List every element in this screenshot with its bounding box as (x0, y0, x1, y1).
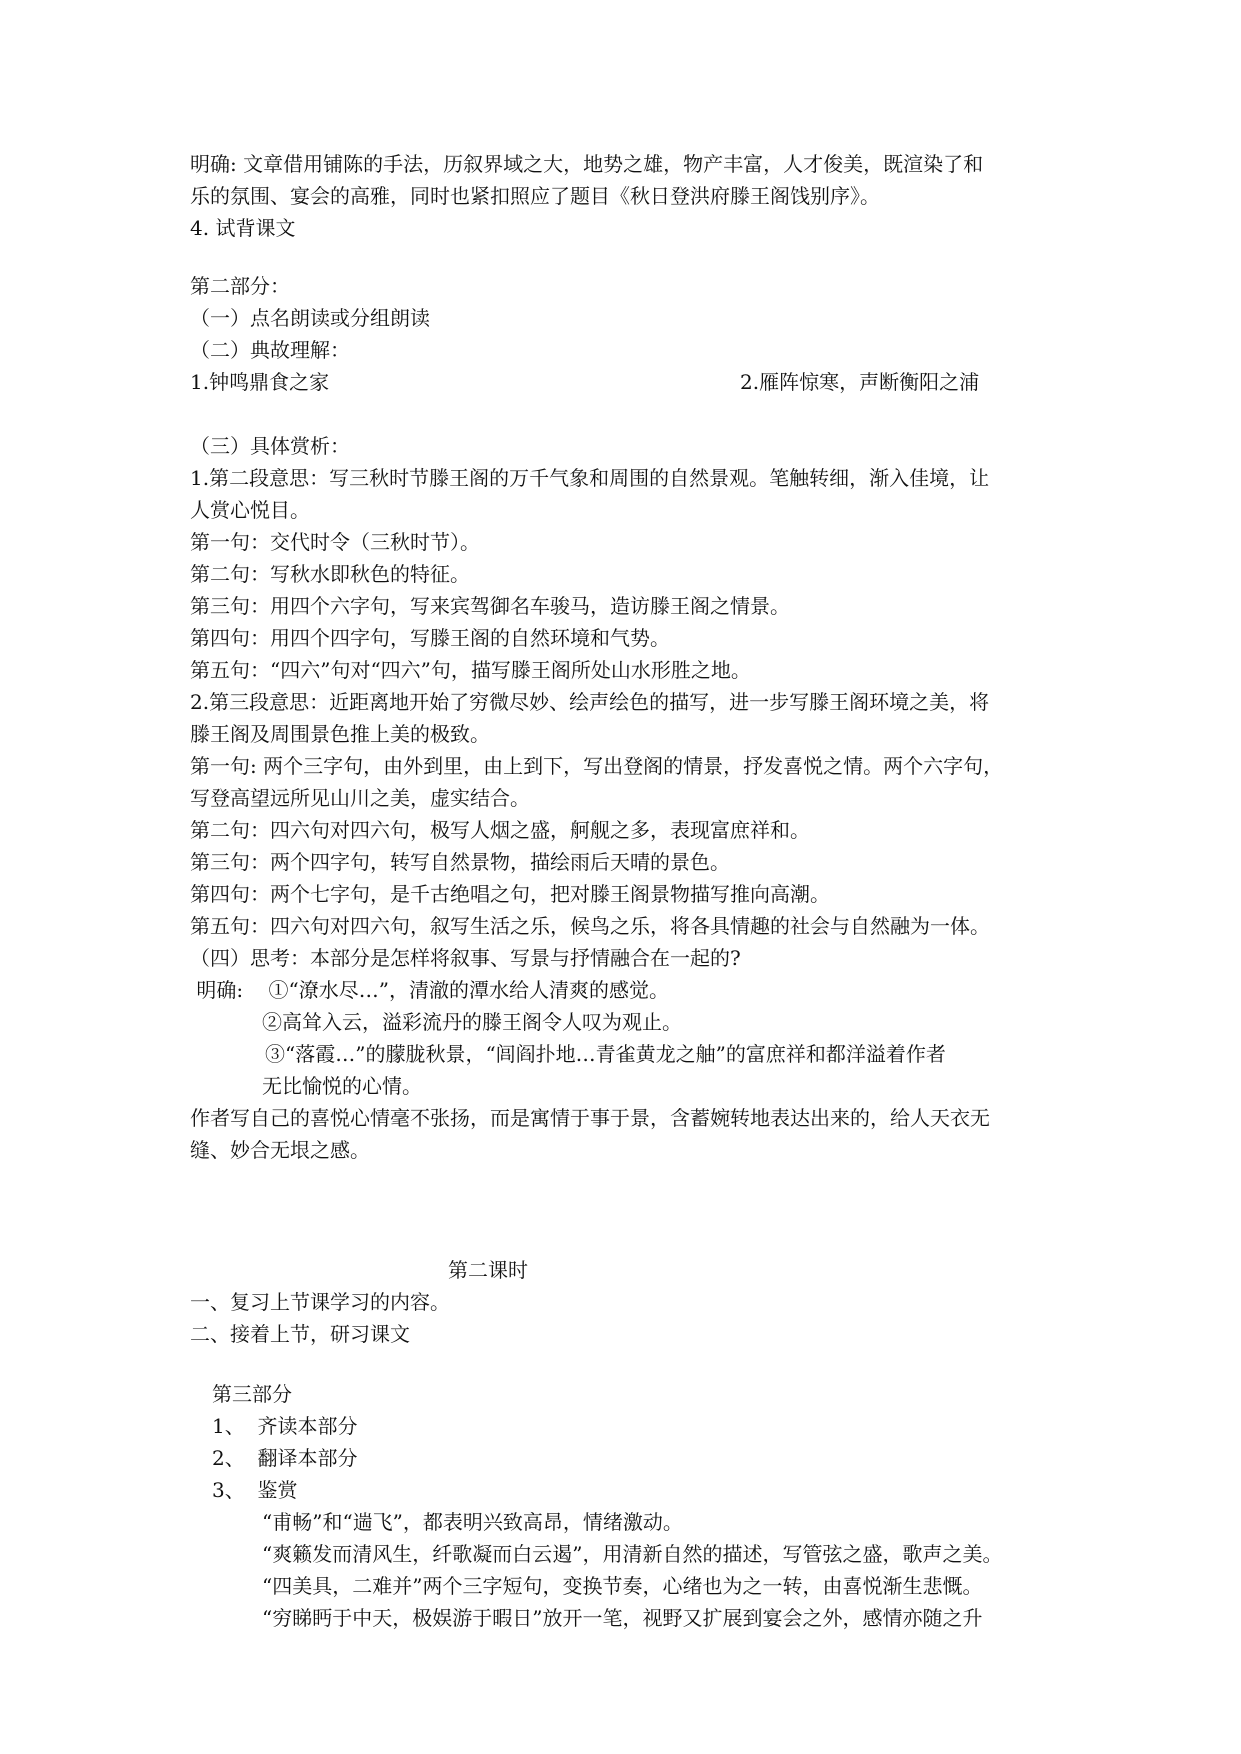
lesson-title: 第二课时 (448, 1258, 528, 1282)
text-line: “四美具，二难并”两个三字短句，变换节奏，心绪也为之一转，由喜悦渐生悲慨。 (262, 1574, 983, 1598)
text-line: 第三句：两个四字句，转写自然景物，描绘雨后天晴的景色。 (190, 850, 730, 874)
text-line: 滕王阁及周围景色推上美的极致。 (190, 722, 490, 746)
text-line: 第二句：写秋水即秋色的特征。 (190, 562, 470, 586)
text-line: 第一句: 两个三字句，由外到里，由上到下，写出登阁的情景，抒发喜悦之情。两个六字句， (190, 754, 1004, 778)
text-line (190, 366, 1190, 398)
text-line: （四）思考：本部分是怎样将叙事、写景与抒情融合在一起的? (190, 946, 741, 970)
text-line: 4. 试背课文 (190, 216, 296, 240)
text-line: 3、 鉴赏 (212, 1478, 298, 1502)
text-line: 第二句：四六句对四六句，极写人烟之盛，舸舰之多，表现富庶祥和。 (190, 818, 810, 842)
text-line: 明确: ①“潦水尽…”，清澈的潭水给人清爽的感觉。 (190, 978, 669, 1002)
text-line: 2、 翻译本部分 (212, 1446, 358, 1470)
section-heading: 第二部分： (190, 274, 290, 298)
text-line: 1.第二段意思：写三秋时节滕王阁的万千气象和周围的自然景观。笔触转细，渐入佳境，让 (190, 466, 990, 490)
text-line: 2.第三段意思：近距离地开始了穷微尽妙、绘声绘色的描写，进一步写滕王阁环境之美，将 (190, 690, 990, 714)
text-line: 明确: 文章借用铺陈的手法，历叙界域之大，地势之雄，物产丰富，人才俊美，既渲染了和 (190, 152, 984, 176)
allusion-item-2: 2.雁阵惊寒，声断衡阳之浦 (740, 370, 980, 394)
text-line: 二、接着上节，研习课文 (190, 1322, 410, 1346)
text-line: 乐的氛围、宴会的高雅，同时也紧扣照应了题目《秋日登洪府滕王阁饯别序》。 (190, 184, 880, 208)
allusion-item-1: 1.钟鸣鼎食之家 (190, 370, 330, 394)
text-line: 第四句：两个七字句，是千古绝唱之句，把对滕王阁景物描写推向高潮。 (190, 882, 830, 906)
text-line: 第四句：用四个四字句，写滕王阁的自然环境和气势。 (190, 626, 670, 650)
text-line: “甫畅”和“遄飞”，都表明兴致高昂，情绪激动。 (262, 1510, 683, 1534)
text-line: 第五句：“四六”句对“四六”句，描写滕王阁所处山水形胜之地。 (190, 658, 751, 682)
text-line: 人赏心悦目。 (190, 498, 310, 522)
text-line: （二）典故理解： (190, 338, 350, 362)
text-line: 作者写自己的喜悦心情毫不张扬，而是寓情于事于景，含蓄婉转地表达出来的，给人天衣无 (190, 1106, 990, 1130)
section-heading: 第三部分 (212, 1382, 292, 1406)
text-line: 缝、妙合无垠之感。 (190, 1138, 370, 1162)
text-line: 1、 齐读本部分 (212, 1414, 358, 1438)
text-line: ③“落霞…”的朦胧秋景，“闾阎扑地…青雀黄龙之舳”的富庶祥和都洋溢着作者 (265, 1042, 946, 1066)
text-line: 无比愉悦的心情。 (262, 1074, 422, 1098)
text-line: 第一句：交代时令（三秋时节）。 (190, 530, 480, 554)
text-line: 一、复习上节课学习的内容。 (190, 1290, 450, 1314)
text-line: 第三句：用四个六字句，写来宾驾御名车骏马，造访滕王阁之情景。 (190, 594, 790, 618)
text-line: ②高耸入云，溢彩流丹的滕王阁令人叹为观止。 (262, 1010, 682, 1034)
text-line: （三）具体赏析： (190, 434, 350, 458)
text-line: “爽籁发而清风生，纤歌凝而白云遏”，用清新自然的描述，写管弦之盛，歌声之美。 (262, 1542, 1003, 1566)
text-line: 写登高望远所见山川之美，虚实结合。 (190, 786, 530, 810)
text-line: “穷睇眄于中天，极娱游于暇日”放开一笔，视野又扩展到宴会之外，感情亦随之升 (262, 1606, 983, 1630)
text-line: （一）点名朗读或分组朗读 (190, 306, 430, 330)
text-line: 第五句：四六句对四六句，叙写生活之乐，候鸟之乐，将各具情趣的社会与自然融为一体。 (190, 914, 990, 938)
